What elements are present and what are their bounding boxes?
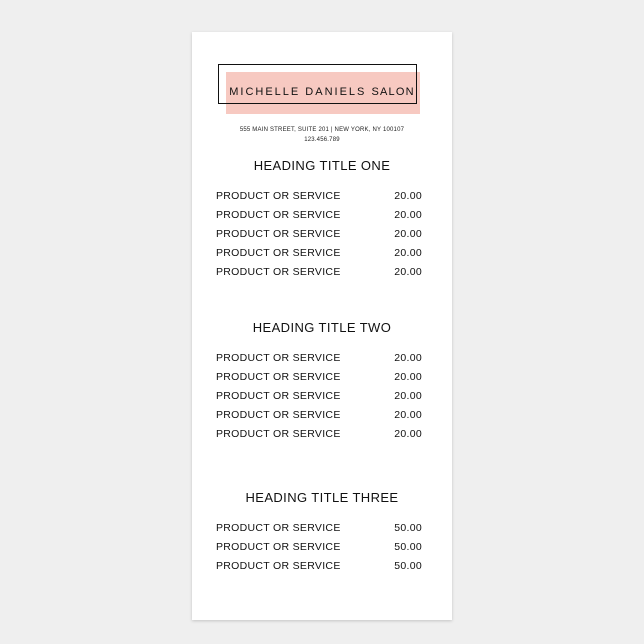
list-item bbox=[192, 349, 452, 368]
list-item bbox=[192, 557, 452, 576]
menu-card bbox=[192, 32, 452, 620]
item-name: PRODUCT OR SERVICE bbox=[216, 247, 341, 259]
section-two bbox=[192, 319, 452, 444]
item-price: 20.00 bbox=[394, 190, 422, 202]
list-item bbox=[192, 225, 452, 244]
item-price: 20.00 bbox=[394, 409, 422, 421]
item-name: PRODUCT OR SERVICE bbox=[216, 390, 341, 402]
logo-frame bbox=[218, 64, 417, 104]
section-heading: HEADING TITLE TWO bbox=[252, 320, 392, 335]
item-list bbox=[192, 187, 452, 282]
item-price: 20.00 bbox=[394, 352, 422, 364]
item-list bbox=[192, 519, 452, 576]
item-price: 50.00 bbox=[394, 560, 422, 572]
item-price: 50.00 bbox=[394, 541, 422, 553]
section-heading: HEADING TITLE ONE bbox=[253, 158, 391, 173]
list-item bbox=[192, 538, 452, 557]
item-name: PRODUCT OR SERVICE bbox=[216, 352, 341, 364]
item-price: 50.00 bbox=[394, 522, 422, 534]
item-list bbox=[192, 349, 452, 444]
salon-name-suffix: SALON bbox=[371, 86, 415, 98]
salon-address: 555 MAIN STREET, SUITE 201 | NEW YORK, NY 100107 bbox=[239, 127, 405, 133]
list-item bbox=[192, 244, 452, 263]
item-price: 20.00 bbox=[394, 247, 422, 259]
item-price: 20.00 bbox=[394, 390, 422, 402]
list-item bbox=[192, 425, 452, 444]
item-price: 20.00 bbox=[394, 428, 422, 440]
list-item bbox=[192, 263, 452, 282]
item-name: PRODUCT OR SERVICE bbox=[216, 228, 341, 240]
item-name: PRODUCT OR SERVICE bbox=[216, 522, 341, 534]
item-name: PRODUCT OR SERVICE bbox=[216, 209, 341, 221]
list-item bbox=[192, 206, 452, 225]
section-three bbox=[192, 489, 452, 576]
item-name: PRODUCT OR SERVICE bbox=[216, 371, 341, 383]
salon-name-main: MICHELLE DANIELS bbox=[229, 86, 367, 98]
item-name: PRODUCT OR SERVICE bbox=[216, 428, 341, 440]
item-name: PRODUCT OR SERVICE bbox=[216, 560, 341, 572]
item-price: 20.00 bbox=[394, 371, 422, 383]
section-heading: HEADING TITLE THREE bbox=[245, 490, 399, 505]
list-item bbox=[192, 187, 452, 206]
section-one bbox=[192, 157, 452, 282]
item-name: PRODUCT OR SERVICE bbox=[216, 541, 341, 553]
item-name: PRODUCT OR SERVICE bbox=[216, 409, 341, 421]
item-price: 20.00 bbox=[394, 266, 422, 278]
list-item bbox=[192, 387, 452, 406]
item-price: 20.00 bbox=[394, 209, 422, 221]
item-name: PRODUCT OR SERVICE bbox=[216, 266, 341, 278]
list-item bbox=[192, 368, 452, 387]
item-name: PRODUCT OR SERVICE bbox=[216, 190, 341, 202]
salon-phone: 123.456.789 bbox=[304, 137, 340, 143]
list-item bbox=[192, 406, 452, 425]
item-price: 20.00 bbox=[394, 228, 422, 240]
list-item bbox=[192, 519, 452, 538]
salon-name bbox=[192, 86, 452, 98]
